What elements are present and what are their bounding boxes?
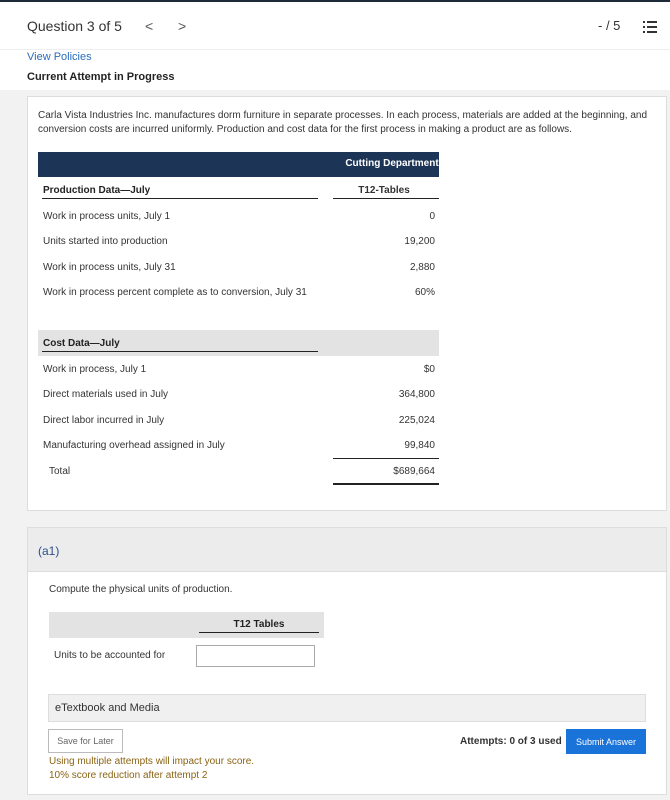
cost-row-value: 225,024 — [398, 415, 435, 426]
total-label: Total — [49, 466, 71, 477]
cost-row-label: Direct labor incurred in July — [43, 415, 165, 426]
production-row-value: 19,200 — [404, 236, 435, 247]
answer-column-header-bar — [49, 612, 324, 638]
attempt-warning: Using multiple attempts will impact your score. — [49, 756, 255, 767]
production-row-value: 60% — [414, 287, 435, 298]
view-policies-link[interactable]: View Policies — [27, 51, 92, 63]
department-label: Cutting Department — [345, 158, 439, 169]
product-column-header: T12-Tables — [358, 185, 410, 196]
production-row-label: Units started into production — [43, 236, 168, 247]
production-row-value: 2,880 — [409, 262, 435, 273]
etextbook-label: eTextbook and Media — [55, 702, 160, 714]
etextbook-media-bar[interactable] — [48, 694, 646, 722]
attempts-counter: Attempts: 0 of 3 used — [460, 736, 562, 747]
save-for-later-button[interactable]: Save for Later — [48, 729, 123, 753]
cost-row-label: Work in process, July 1 — [43, 364, 147, 375]
score-display: - / 5 — [598, 18, 621, 33]
answer-column-header: T12 Tables — [233, 619, 285, 630]
question-title: Question 3 of 5 — [27, 18, 122, 34]
cost-row-label: Direct materials used in July — [43, 389, 169, 400]
production-row-label: Work in process units, July 31 — [43, 262, 176, 273]
question-list-icon[interactable] — [643, 21, 657, 33]
problem-statement: Carla Vista Industries Inc. manufactures dorm furniture in separate processes. In each process, materials are added at the beginning, and conversion costs are incurred uniformly. Production and cost data for the first process in making a product are as follows. — [38, 110, 648, 135]
column-underline — [199, 632, 319, 633]
next-question-icon[interactable]: > — [178, 18, 187, 34]
column-underline — [333, 198, 439, 199]
score-reduction-note: 10% score reduction after attempt 2 — [49, 770, 208, 781]
question-topbar — [0, 2, 670, 50]
units-to-account-input[interactable] — [196, 645, 315, 667]
units-to-account-label: Units to be accounted for — [54, 650, 166, 661]
total-value: $689,664 — [393, 466, 435, 477]
total-rule — [333, 458, 439, 459]
part-a1-card — [27, 527, 667, 795]
department-header-bar — [38, 152, 439, 177]
submit-answer-button[interactable]: Submit Answer — [566, 729, 646, 754]
cost-row-value: 99,840 — [404, 440, 435, 451]
heading-underline — [42, 198, 318, 199]
attempt-status: Current Attempt in Progress — [27, 71, 175, 83]
total-double-rule — [333, 483, 439, 485]
production-row-label: Work in process percent complete as to conversion, July 31 — [43, 287, 307, 298]
policy-header — [0, 50, 670, 90]
previous-question-icon[interactable]: < — [145, 18, 154, 34]
production-data-heading: Production Data—July — [43, 185, 151, 196]
heading-underline — [42, 351, 318, 352]
part-a1-header — [28, 528, 666, 572]
cost-row-value: $0 — [423, 364, 435, 375]
cost-row-label: Manufacturing overhead assigned in July — [43, 440, 225, 451]
production-row-value: 0 — [429, 211, 435, 222]
problem-card — [27, 96, 667, 511]
production-row-label: Work in process units, July 1 — [43, 211, 171, 222]
cost-row-value: 364,800 — [398, 389, 435, 400]
cost-data-heading: Cost Data—July — [43, 338, 120, 349]
part-a1-label: (a1) — [38, 544, 60, 558]
part-a1-instruction: Compute the physical units of production. — [49, 584, 233, 595]
